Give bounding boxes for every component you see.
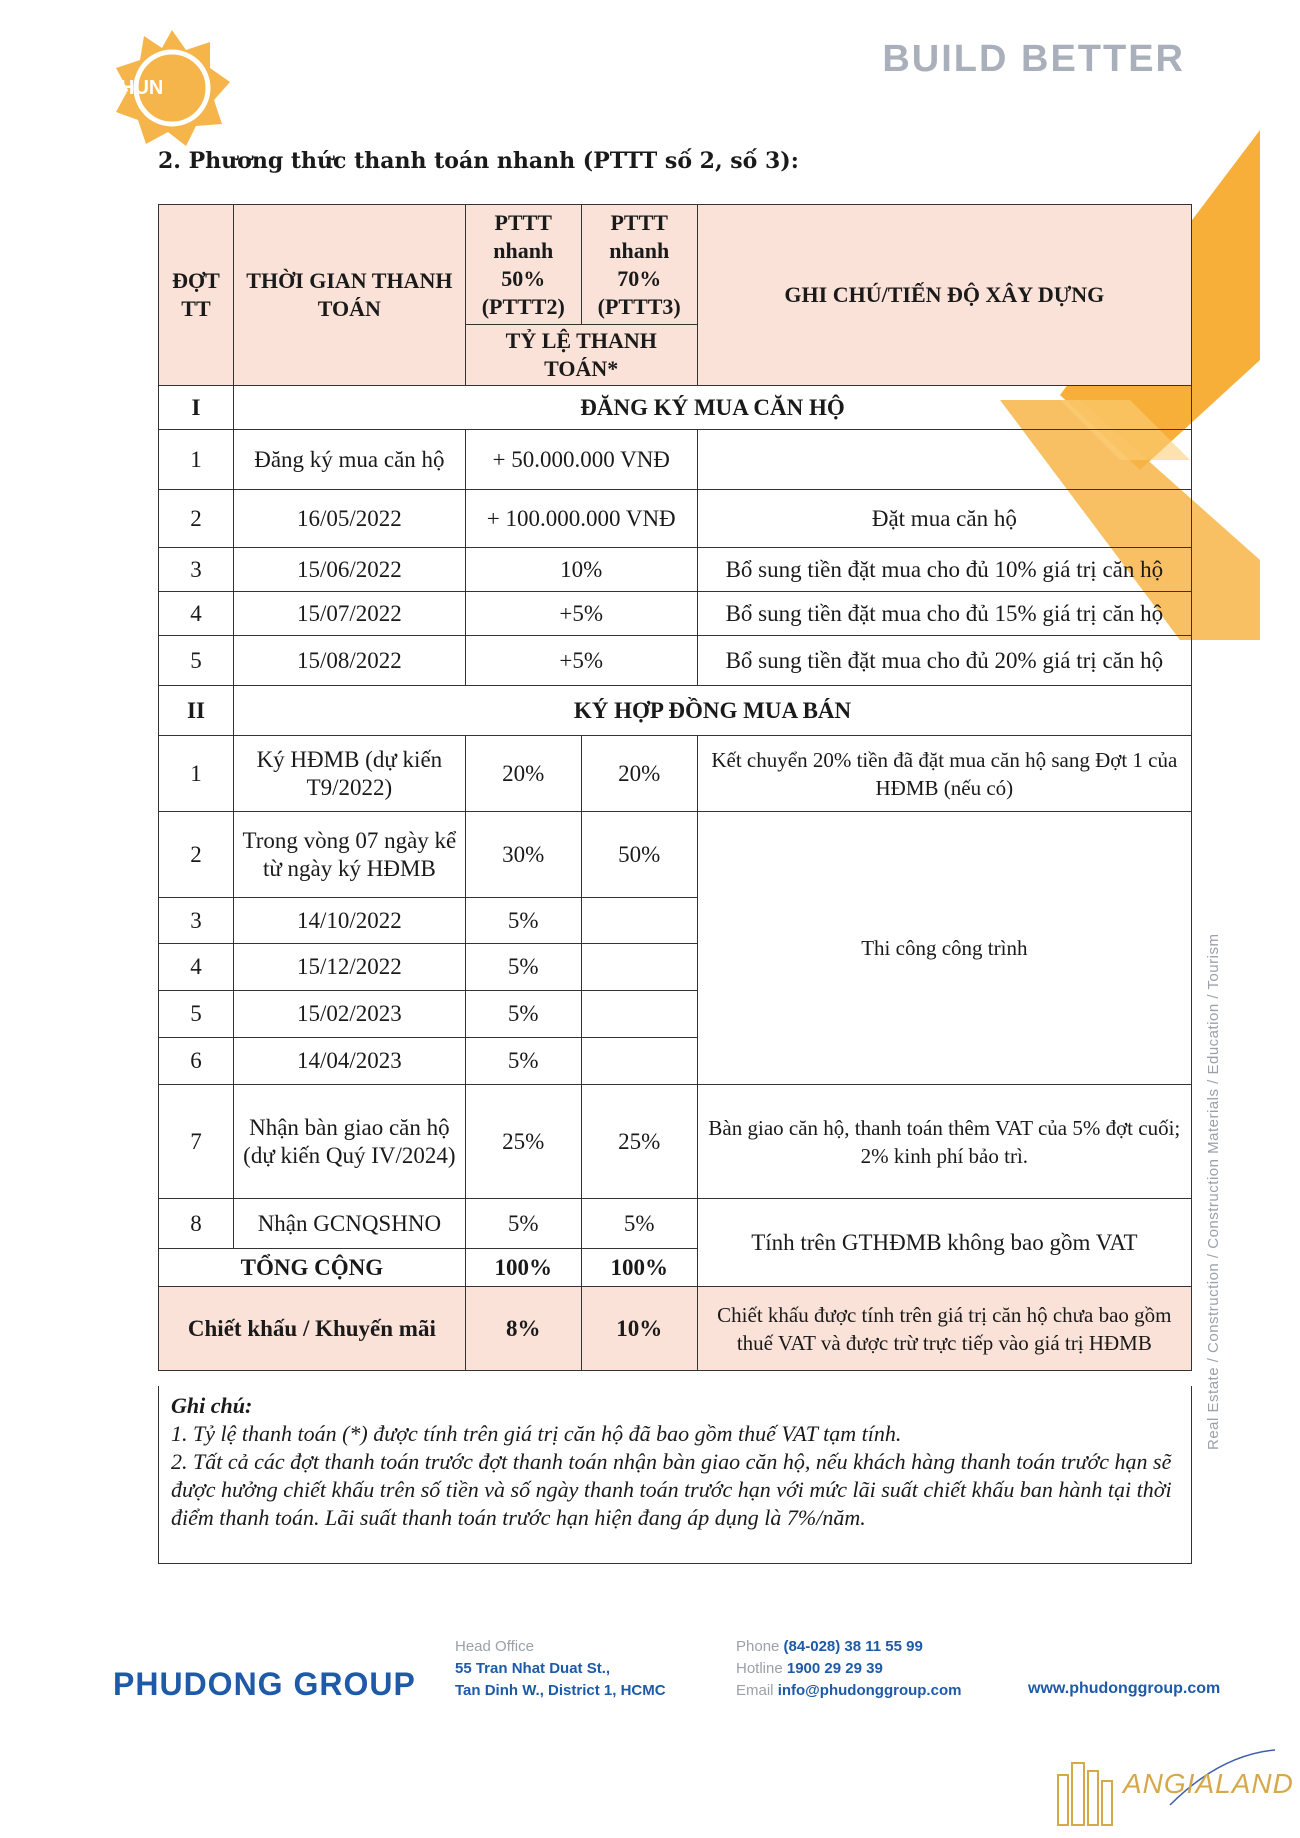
note-line-1: 1. Tỷ lệ thanh toán (*) được tính trên giá trị căn hộ đã bao gồm thuế VAT tạm tính.: [171, 1421, 902, 1446]
total-pttt2: 100%: [465, 1249, 581, 1287]
business-lines-text: Real Estate / Construction / Construction Materials / Education / Tourism: [1205, 933, 1222, 1450]
row-pttt2: 5%: [465, 1038, 581, 1085]
table-row: [159, 490, 1192, 548]
table-row: [159, 592, 1192, 636]
discount-note: Chiết khấu được tính trên giá trị căn hộ chưa bao gồm thuế VAT và được trừ trực tiếp vào giá trị HĐMB: [697, 1287, 1191, 1371]
address-line-2: Tan Dinh W., District 1, HCMC: [455, 1682, 666, 1699]
hotline-label: Hotline: [736, 1660, 783, 1677]
total-pttt3: 100%: [581, 1249, 697, 1287]
row-note: Bổ sung tiền đặt mua cho đủ 20% giá trị căn hộ: [697, 636, 1191, 686]
office-label: Head Office: [455, 1638, 534, 1655]
table-row: [159, 1199, 1192, 1249]
email-link[interactable]: info@phudonggroup.com: [777, 1682, 962, 1699]
table-row: [159, 548, 1192, 592]
payment-schedule-table: [158, 204, 1192, 1371]
row-pttt3: [581, 898, 697, 944]
discount-row: [159, 1287, 1192, 1371]
row-note: Bổ sung tiền đặt mua cho đủ 15% giá trị căn hộ: [697, 592, 1191, 636]
section-title-cell: ĐĂNG KÝ MUA CĂN HỘ: [233, 386, 1191, 430]
section-row: [159, 686, 1192, 736]
row-pttt3: 25%: [581, 1085, 697, 1199]
watermark-text: ANGIALAND: [1123, 1768, 1294, 1799]
row-note: Bàn giao căn hộ, thanh toán thêm VAT của 5% đợt cuối; 2% kinh phí bảo trì.: [697, 1085, 1191, 1199]
row-number: 4: [159, 944, 234, 991]
phone-value[interactable]: (84-028) 38 11 55 99: [783, 1638, 923, 1655]
row-number: 2: [159, 812, 234, 898]
row-number: 5: [159, 636, 234, 686]
row-pttt2: 5%: [465, 991, 581, 1038]
header-pttt3: PTTT nhanh 70% (PTTT3): [581, 205, 697, 325]
footer-contact: [736, 1636, 961, 1702]
row-number: 1: [159, 736, 234, 812]
row-pttt2: 5%: [465, 1199, 581, 1249]
footer-brand: PHUDONG GROUP: [113, 1666, 416, 1702]
row-number: 5: [159, 991, 234, 1038]
table-header-row: [159, 205, 1192, 325]
row-note: Tính trên GTHĐMB không bao gồm VAT: [697, 1199, 1191, 1287]
row-amount: +5%: [465, 592, 697, 636]
discount-pttt3: 10%: [581, 1287, 697, 1371]
total-label: TỔNG CỘNG: [159, 1249, 466, 1287]
row-pttt3: 50%: [581, 812, 697, 898]
row-number: 2: [159, 490, 234, 548]
row-time: 15/07/2022: [233, 592, 465, 636]
header-installment: ĐỢT TT: [159, 205, 234, 386]
header-payment-rate: TỶ LỆ THANH TOÁN*: [465, 325, 697, 386]
row-note: Thi công công trình: [697, 812, 1191, 1085]
table-row: [159, 736, 1192, 812]
row-pttt3: [581, 1038, 697, 1085]
row-pttt2: 5%: [465, 944, 581, 991]
section-number: I: [159, 386, 234, 430]
row-time: 15/06/2022: [233, 548, 465, 592]
note-line-2: 2. Tất cả các đợt thanh toán trước đợt thanh toán nhận bàn giao căn hộ, nếu khách hàng thanh toán trước hạn sẽ được hưởng chiết khấu trên số tiền và số ngày thanh toán trước hạn với mức lãi suất chiết khấu ban hành tại thời điểm thanh toán. Lãi suất thanh toán trước hạn hiện đang áp dụng là 7%/năm.: [171, 1449, 1172, 1530]
discount-label: Chiết khấu / Khuyến mãi: [159, 1287, 466, 1371]
header-payment-time: THỜI GIAN THANH TOÁN: [233, 205, 465, 386]
section-title-cell: KÝ HỢP ĐỒNG MUA BÁN: [233, 686, 1191, 736]
row-time: Trong vòng 07 ngày kể từ ngày ký HĐMB: [233, 812, 465, 898]
row-pttt3: 20%: [581, 736, 697, 812]
address-line-1: 55 Tran Nhat Duat St.,: [455, 1660, 611, 1677]
row-time: 15/08/2022: [233, 636, 465, 686]
row-amount: +5%: [465, 636, 697, 686]
table-row: [159, 430, 1192, 490]
row-number: 3: [159, 548, 234, 592]
row-number: 3: [159, 898, 234, 944]
row-note: Kết chuyển 20% tiền đã đặt mua căn hộ sang Đợt 1 của HĐMB (nếu có): [697, 736, 1191, 812]
svg-text:HUN: HUN: [120, 77, 164, 99]
hotline-value[interactable]: 1900 29 29 39: [786, 1660, 883, 1677]
row-amount: + 50.000.000 VNĐ: [465, 430, 697, 490]
email-label: Email: [736, 1682, 774, 1699]
table-row: [159, 1085, 1192, 1199]
table-row: [159, 636, 1192, 686]
row-note: [697, 430, 1191, 490]
table-row: [159, 812, 1192, 898]
notes-title: Ghi chú:: [171, 1393, 253, 1418]
phone-label: Phone: [736, 1638, 780, 1655]
row-pttt3: 5%: [581, 1199, 697, 1249]
section-title: 2. Phương thức thanh toán nhanh (PTTT số 2, số 3):: [158, 148, 799, 174]
row-amount: 10%: [465, 548, 697, 592]
row-number: 1: [159, 430, 234, 490]
row-pttt2: 30%: [465, 812, 581, 898]
row-time: 14/04/2023: [233, 1038, 465, 1085]
row-number: 4: [159, 592, 234, 636]
website-link[interactable]: www.phudonggroup.com: [1028, 1680, 1221, 1697]
section-row: [159, 386, 1192, 430]
row-time: Ký HĐMB (dự kiến T9/2022): [233, 736, 465, 812]
row-amount: + 100.000.000 VNĐ: [465, 490, 697, 548]
row-number: 7: [159, 1085, 234, 1199]
row-note: Đặt mua căn hộ: [697, 490, 1191, 548]
brand-tagline: BUILD BETTER: [882, 38, 1185, 80]
row-time: Đăng ký mua căn hộ: [233, 430, 465, 490]
row-note: Bổ sung tiền đặt mua cho đủ 10% giá trị căn hộ: [697, 548, 1191, 592]
row-time: Nhận GCNQSHNO: [233, 1199, 465, 1249]
row-number: 8: [159, 1199, 234, 1249]
row-pttt3: [581, 944, 697, 991]
row-number: 6: [159, 1038, 234, 1085]
header-note: GHI CHÚ/TIẾN ĐỘ XÂY DỰNG: [697, 205, 1191, 386]
company-logo: [112, 28, 232, 148]
discount-pttt2: 8%: [465, 1287, 581, 1371]
notes-box: [158, 1386, 1192, 1564]
section-number: II: [159, 686, 234, 736]
header-pttt2: PTTT nhanh 50% (PTTT2): [465, 205, 581, 325]
row-time: 14/10/2022: [233, 898, 465, 944]
row-pttt2: 5%: [465, 898, 581, 944]
row-pttt2: 20%: [465, 736, 581, 812]
row-pttt2: 25%: [465, 1085, 581, 1199]
row-pttt3: [581, 991, 697, 1038]
row-time: Nhận bàn giao căn hộ (dự kiến Quý IV/2024): [233, 1085, 465, 1199]
row-time: 16/05/2022: [233, 490, 465, 548]
row-time: 15/02/2023: [233, 991, 465, 1038]
footer-office: [455, 1636, 666, 1702]
row-time: 15/12/2022: [233, 944, 465, 991]
